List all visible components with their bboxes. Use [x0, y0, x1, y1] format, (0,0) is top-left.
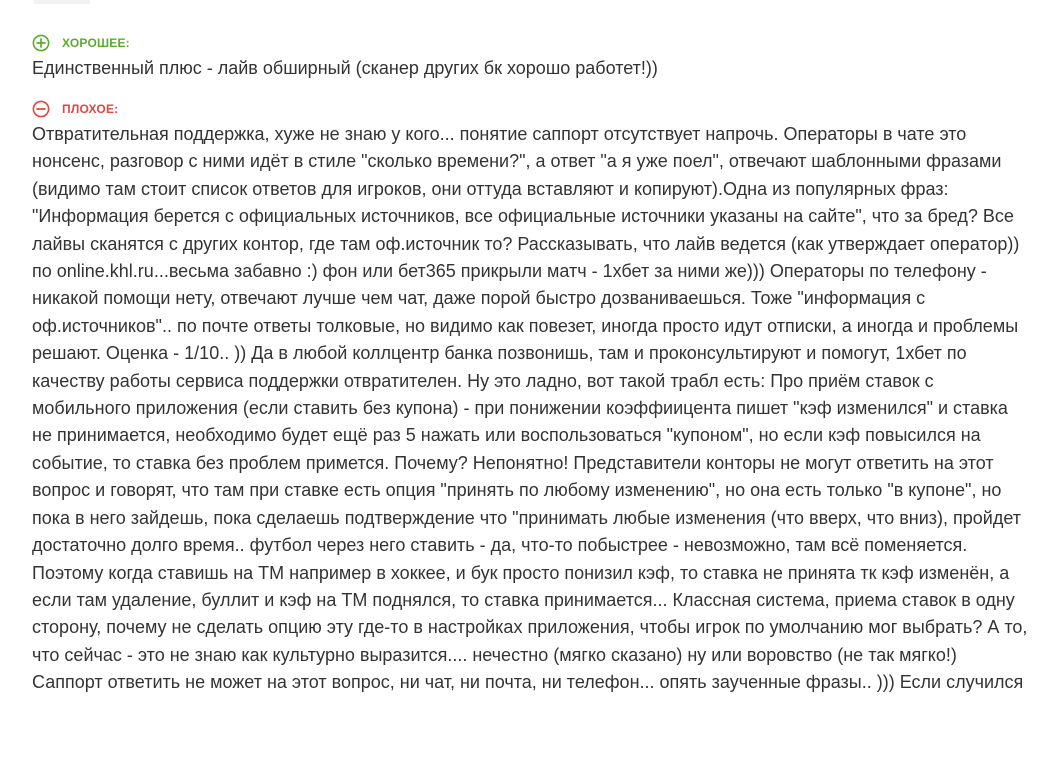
previous-block-edge [34, 0, 90, 4]
pros-text: Единственный плюс - лайв обширный (сканер других бк хорошо работет!)) [32, 58, 658, 78]
minus-circle-icon [32, 100, 50, 118]
review-cons-section [32, 99, 1030, 697]
cons-text: Отвратительная поддержка, хуже не знаю у кого... понятие саппорт отсутствует напрочь. Операторы в чате это нонсенс, разговор с ними идёт в стиле "сколько времени?", а ответ "а я уже поел", отвечают шаблонными фразами (видимо там стоит список ответов для игроков, они оттуда вставляют и копируют).Одна из популярных фраз: "Информация берется с официальных источников, все официальные источники указаны на сайте", что за бред? Все лайвы сканятся с других контор, где там оф.источник то? Рассказывать, что лайв ведется (как утверждает оператор)) по online.khl.ru...весьма забавно :) фон или бет365 прикрыли матч - 1хбет за ними же))) Операторы по телефону - никакой помощи нету, отвечают лучше чем чат, даже порой быстро дозваниваешься. Тоже "информация с оф.источников".. по почте ответы толковые, но видимо как повезет, иногда просто идут отписки, а иногда и проблемы решают. Оценка - 1/10.. )) Да в любой коллцентр банка позвонишь, там и проконсультируют и помогут, 1хбет по качеству работы сервиса поддержки отвратителен. Ну это ладно, вот такой трабл есть: Про приём ставок с мобильного приложения (если ставить без купона) - при понижении коэффиицента пишет "кэф изменился" и ставка не принимается, необходимо будет ещё раз 5 нажать или воспользоваться "купоном", но если кэф повысился на событие, то ставка без проблем примется. Почему? Непонятно! Представители конторы не могут ответить на этот вопрос и говорят, что там при ставке есть опция "принять по любому изменению", но она есть только "в купоне", но пока в него зайдешь, пока сделаешь подтверждение что "принимать любые изменения (что вверх, что вниз), пройдет достаточно долго время.. футбол через него ставить - да, что-то побыстрее - невозможно, там всё поменяется. Поэтому когда ставишь на ТМ например в хоккее, и бук просто понизил кэф, то ставка не принята тк кэф изменён, а если там удаление, буллит и кэф на ТМ поднялся, то ставка принимается... Классная система, приема ставок в одну сторону, почему не сделать опцию эту где-то в настройках приложения, чтобы игрок по умолчанию мог выбрать? А то, что сейчас - это не знаю как культурно выразится.... нечестно (мягко сказано) ну или воровство (не так мягко!) Саппорт ответить не может на этот вопрос, ни чат, ни почта, ни телефон... опять заученные фразы.. ))) Если случился [32, 124, 1028, 693]
pros-label: ХОРОШЕЕ: [62, 36, 130, 50]
pros-header [32, 33, 1030, 53]
plus-circle-icon [32, 34, 50, 52]
cons-header [32, 99, 1030, 119]
cons-label: ПЛОХОЕ: [62, 102, 119, 116]
review-pros-section [32, 33, 1030, 82]
